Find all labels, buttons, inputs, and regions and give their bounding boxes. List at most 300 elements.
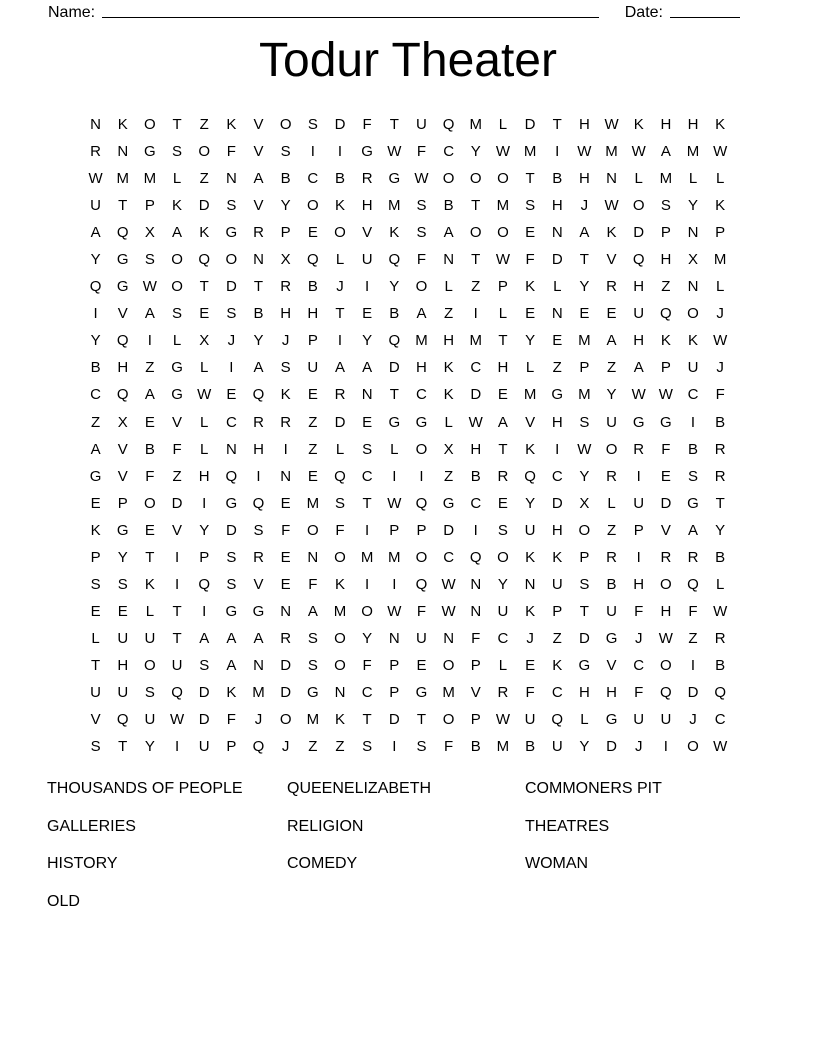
grid-cell: R: [606, 548, 617, 566]
grid-cell: G: [551, 386, 564, 404]
grid-cell: K: [715, 197, 726, 215]
grid-cell: R: [714, 629, 726, 647]
grid-cell: L: [553, 278, 562, 296]
grid-cell: M: [686, 143, 700, 161]
grid-cell: T: [145, 548, 155, 566]
grid-cell: W: [387, 143, 402, 161]
grid-cell: E: [90, 602, 101, 620]
grid-cell: W: [414, 170, 429, 188]
grid-cell: P: [199, 548, 210, 566]
grid-cell: S: [362, 738, 373, 756]
grid-cell: G: [89, 467, 102, 485]
grid-cell: S: [307, 656, 318, 674]
grid-cell: Q: [415, 575, 428, 593]
grid-cell: N: [361, 386, 373, 404]
grid-cell: W: [604, 116, 619, 134]
grid-cell: N: [551, 224, 563, 242]
grid-cell: G: [171, 386, 183, 404]
grid-cell: D: [388, 359, 400, 377]
grid-cell: O: [306, 521, 319, 539]
puzzle-title: Todur Theater: [259, 34, 557, 87]
grid-cell: I: [202, 602, 207, 620]
grid-cell: K: [90, 521, 101, 539]
grid-cell: B: [280, 170, 291, 188]
grid-cell: B: [606, 575, 617, 593]
grid-cell: Q: [415, 494, 428, 512]
grid-cell: Y: [389, 278, 400, 296]
grid-cell: O: [687, 305, 699, 323]
name-label: Name:: [48, 4, 96, 21]
grid-cell: K: [226, 116, 237, 134]
grid-cell: H: [117, 359, 129, 377]
grid-cell: L: [716, 575, 725, 593]
grid-cell: E: [199, 305, 210, 323]
grid-cell: G: [415, 684, 428, 701]
grid-cell: Q: [116, 332, 129, 350]
grid-cell: Y: [525, 332, 536, 350]
grid-cell: D: [334, 116, 346, 134]
grid-cell: Q: [524, 467, 536, 485]
grid-cell: M: [252, 684, 265, 701]
grid-cell: S: [497, 521, 508, 539]
grid-cell: G: [442, 494, 455, 512]
grid-cell: G: [388, 413, 401, 431]
grid-cell: I: [147, 332, 152, 350]
grid-cell: N: [470, 575, 482, 593]
grid-cell: R: [253, 548, 264, 566]
word-list-column: [525, 779, 745, 929]
grid-cell: U: [660, 711, 672, 729]
grid-cell: V: [525, 413, 536, 431]
grid-cell: O: [171, 251, 183, 269]
grid-cell: M: [388, 197, 401, 215]
grid-cell: N: [307, 548, 319, 566]
grid-cell: S: [416, 738, 427, 756]
grid-cell: G: [116, 278, 129, 296]
grid-cell: T: [253, 278, 264, 296]
word-item: THEATRES: [525, 817, 610, 835]
grid-row: [82, 354, 734, 381]
grid-cell: P: [552, 602, 563, 620]
grid-cell: K: [389, 224, 400, 242]
grid-cell: S: [334, 494, 345, 512]
grid-cell: N: [524, 575, 536, 593]
grid-cell: K: [334, 575, 345, 593]
grid-cell: M: [360, 548, 374, 566]
grid-cell: I: [337, 332, 343, 350]
grid-cell: K: [334, 197, 345, 215]
grid-cell: T: [172, 629, 182, 647]
grid-cell: W: [713, 332, 728, 350]
grid-cell: J: [716, 359, 724, 377]
grid-cell: A: [199, 629, 210, 647]
grid-cell: K: [199, 224, 210, 242]
grid-cell: O: [469, 224, 482, 242]
grid-cell: K: [552, 656, 563, 674]
grid-cell: Q: [442, 116, 455, 134]
grid-cell: N: [90, 116, 101, 134]
grid-cell: U: [606, 602, 617, 620]
grid-cell: E: [525, 656, 536, 674]
grid-cell: P: [470, 711, 481, 729]
grid-cell: D: [633, 224, 645, 242]
grid-cell: F: [226, 711, 236, 729]
grid-cell: A: [90, 224, 101, 242]
grid-cell: F: [226, 143, 236, 161]
grid-cell: C: [633, 656, 645, 674]
grid-cell: A: [660, 143, 671, 161]
grid-cell: T: [90, 656, 101, 674]
grid-cell: I: [365, 521, 370, 539]
grid-cell: G: [687, 494, 699, 512]
grid-cell: F: [281, 521, 291, 539]
grid-cell: C: [551, 467, 563, 485]
grid-cell: A: [606, 332, 617, 350]
grid-row: [82, 436, 734, 463]
grid-cell: I: [283, 440, 288, 458]
grid-cell: K: [525, 440, 536, 458]
grid-cell: G: [225, 602, 238, 620]
grid-cell: W: [441, 602, 456, 620]
grid-row: [82, 544, 734, 571]
grid-cell: S: [90, 575, 101, 593]
grid-cell: D: [280, 684, 292, 701]
grid-cell: P: [633, 521, 644, 539]
grid-cell: O: [334, 629, 346, 647]
grid-cell: C: [416, 386, 427, 404]
grid-cell: R: [606, 278, 617, 296]
grid-cell: T: [362, 711, 372, 729]
grid-cell: Y: [715, 521, 726, 539]
grid-cell: G: [660, 413, 672, 431]
grid-cell: Z: [471, 278, 481, 296]
header: [48, 3, 740, 22]
grid-cell: R: [334, 386, 346, 404]
grid-cell: N: [117, 143, 129, 161]
grid-cell: D: [280, 656, 292, 674]
grid-cell: O: [497, 224, 509, 242]
grid-cell: Y: [117, 548, 128, 566]
grid-cell: W: [169, 711, 185, 729]
grid-cell: Q: [198, 251, 211, 269]
grid-cell: C: [687, 386, 699, 404]
grid-cell: L: [200, 359, 209, 377]
grid-cell: H: [280, 305, 292, 323]
grid-cell: V: [117, 305, 128, 323]
grid-cell: M: [496, 738, 510, 756]
grid-cell: C: [443, 143, 455, 161]
grid-cell: O: [442, 656, 455, 674]
grid-cell: H: [117, 656, 129, 674]
grid-cell: P: [660, 224, 671, 242]
grid-cell: F: [416, 251, 427, 269]
grid-cell: N: [687, 278, 699, 296]
grid-cell: S: [226, 575, 237, 593]
grid-cell: R: [633, 440, 645, 458]
grid-cell: P: [144, 197, 155, 215]
grid-cell: G: [116, 521, 129, 539]
grid-cell: H: [633, 332, 645, 350]
grid-cell: V: [90, 711, 101, 729]
grid-cell: U: [606, 413, 617, 431]
grid-cell: B: [144, 440, 155, 458]
grid-cell: C: [714, 711, 726, 729]
grid-cell: S: [362, 440, 373, 458]
grid-cell: O: [687, 738, 699, 756]
grid-cell: E: [497, 494, 508, 512]
grid-cell: Z: [444, 467, 454, 485]
grid-cell: B: [389, 305, 400, 323]
grid-cell: Y: [579, 738, 590, 756]
grid-row: [82, 598, 734, 625]
grid-cell: Z: [199, 170, 209, 188]
grid-cell: P: [389, 656, 400, 674]
grid-cell: Q: [388, 251, 401, 269]
grid-cell: O: [279, 116, 292, 134]
grid-cell: G: [225, 494, 238, 512]
word-search-grid: [82, 111, 734, 760]
grid-cell: K: [443, 386, 454, 404]
grid-cell: Z: [308, 413, 318, 431]
grid-cell: S: [172, 305, 183, 323]
grid-cell: R: [280, 629, 292, 647]
grid-cell: C: [307, 170, 319, 188]
grid-cell: Q: [469, 548, 482, 566]
grid-cell: B: [715, 656, 726, 674]
grid-cell: N: [687, 224, 699, 242]
grid-cell: Q: [116, 711, 129, 729]
grid-cell: L: [498, 305, 508, 323]
grid-cell: G: [361, 143, 373, 161]
grid-cell: I: [365, 575, 370, 593]
grid-cell: H: [307, 305, 319, 323]
grid-row: [82, 490, 734, 517]
grid-cell: Y: [688, 197, 699, 215]
grid-cell: L: [390, 440, 399, 458]
grid-cell: U: [524, 521, 536, 539]
grid-cell: H: [416, 359, 427, 377]
grid-cell: I: [473, 305, 478, 323]
grid-cell: V: [253, 575, 264, 593]
grid-cell: E: [416, 656, 427, 674]
grid-cell: Y: [253, 332, 264, 350]
grid-cell: H: [633, 575, 645, 593]
word-item: HISTORY: [47, 855, 118, 872]
grid-cell: N: [225, 170, 237, 188]
grid-cell: E: [606, 305, 617, 323]
grid-cell: B: [334, 170, 345, 188]
grid-cell: T: [471, 197, 481, 215]
grid-cell: N: [280, 467, 292, 485]
grid-cell: E: [579, 305, 590, 323]
grid-cell: Q: [334, 467, 346, 485]
grid-cell: O: [198, 143, 211, 161]
grid-cell: V: [172, 521, 183, 539]
grid-cell: M: [306, 711, 320, 729]
grid-cell: J: [227, 332, 236, 350]
grid-cell: S: [660, 197, 671, 215]
grid-cell: Q: [252, 386, 265, 404]
grid-cell: Q: [660, 684, 672, 701]
grid-cell: M: [469, 332, 483, 350]
grid-cell: E: [362, 305, 373, 323]
grid-cell: R: [714, 440, 726, 458]
grid-cell: G: [116, 251, 129, 269]
grid-cell: W: [631, 386, 646, 404]
grid-cell: E: [525, 224, 536, 242]
grid-cell: P: [579, 359, 590, 377]
grid-cell: L: [145, 602, 155, 620]
grid-cell: D: [551, 494, 563, 512]
grid-cell: O: [306, 197, 319, 215]
grid-cell: V: [660, 521, 671, 539]
grid-cell: Q: [660, 305, 672, 323]
grid-cell: N: [225, 440, 237, 458]
grid-cell: L: [172, 332, 182, 350]
grid-cell: O: [605, 440, 618, 458]
grid-cell: W: [604, 197, 619, 215]
grid-row: [82, 706, 734, 733]
grid-cell: Z: [552, 629, 562, 647]
grid-cell: N: [443, 629, 455, 647]
grid-row: [82, 679, 734, 706]
grid-cell: R: [497, 684, 509, 701]
grid-cell: D: [334, 413, 346, 431]
grid-cell: F: [634, 684, 644, 701]
grid-cell: P: [416, 521, 427, 539]
word-item: QUEENELIZABETH: [287, 780, 432, 797]
grid-cell: W: [468, 413, 483, 431]
grid-cell: I: [555, 143, 560, 161]
grid-cell: B: [552, 170, 563, 188]
word-item: GALLERIES: [47, 817, 136, 835]
grid-cell: I: [473, 521, 478, 539]
grid-cell: Q: [225, 467, 238, 485]
grid-cell: L: [91, 629, 100, 647]
grid-cell: I: [229, 359, 234, 377]
word-list-column: [47, 779, 287, 929]
grid-cell: T: [525, 170, 535, 188]
grid-cell: R: [253, 224, 264, 242]
grid-cell: V: [470, 684, 481, 701]
grid-cell: Z: [335, 738, 345, 756]
grid-cell: H: [443, 332, 455, 350]
grid-cell: D: [606, 738, 617, 756]
grid-cell: Z: [308, 440, 318, 458]
grid-cell: Y: [579, 467, 590, 485]
grid-cell: W: [441, 575, 456, 593]
grid-cell: H: [497, 359, 509, 377]
grid-cell: Q: [252, 738, 265, 756]
grid-cell: Y: [280, 197, 291, 215]
grid-cell: F: [444, 738, 454, 756]
grid-cell: F: [715, 386, 725, 404]
word-item: RELIGION: [287, 817, 364, 835]
grid-cell: D: [443, 521, 455, 539]
grid-cell: R: [606, 467, 617, 485]
grid-cell: D: [660, 494, 672, 512]
grid-cell: O: [442, 170, 455, 188]
grid-cell: U: [687, 359, 699, 377]
grid-cell: Z: [444, 305, 454, 323]
grid-cell: W: [495, 143, 510, 161]
grid-cell: Q: [388, 332, 401, 350]
grid-cell: L: [688, 170, 698, 188]
grid-cell: M: [713, 251, 727, 269]
grid-cell: Z: [90, 413, 101, 431]
grid-cell: L: [498, 116, 508, 134]
grid-cell: T: [389, 116, 399, 134]
grid-cell: I: [555, 440, 560, 458]
grid-cell: M: [388, 548, 401, 566]
grid-cell: S: [90, 738, 101, 756]
grid-cell: E: [307, 467, 318, 485]
grid-cell: E: [660, 467, 671, 485]
grid-cell: U: [198, 738, 210, 756]
grid-cell: A: [144, 305, 155, 323]
grid-cell: G: [144, 143, 156, 161]
grid-cell: T: [172, 602, 182, 620]
grid-cell: U: [90, 197, 101, 215]
grid-cell: P: [715, 224, 726, 242]
grid-cell: P: [497, 278, 508, 296]
grid-cell: F: [661, 440, 671, 458]
grid-cell: Y: [90, 332, 101, 350]
grid-cell: S: [144, 251, 155, 269]
grid-cell: P: [470, 656, 481, 674]
date-blank-line: [670, 3, 740, 18]
grid-cell: Z: [606, 359, 617, 377]
grid-cell: I: [174, 548, 180, 566]
grid-cell: S: [226, 548, 237, 566]
grid-cell: G: [171, 359, 183, 377]
grid-cell: S: [525, 197, 536, 215]
grid-cell: L: [172, 170, 182, 188]
grid-cell: U: [633, 305, 645, 323]
grid-cell: W: [631, 143, 646, 161]
grid-cell: S: [172, 143, 183, 161]
grid-cell: D: [225, 278, 237, 296]
grid-cell: V: [253, 143, 264, 161]
grid-cell: K: [226, 684, 237, 701]
grid-cell: I: [690, 413, 696, 431]
grid-cell: V: [117, 440, 128, 458]
grid-cell: X: [688, 251, 699, 269]
grid-cell: K: [172, 197, 183, 215]
grid-cell: O: [660, 656, 672, 674]
grid-cell: M: [496, 197, 510, 215]
grid-cell: I: [174, 738, 180, 756]
grid-cell: Q: [89, 278, 102, 296]
grid-cell: G: [225, 224, 238, 242]
grid-cell: Y: [144, 738, 155, 756]
grid-cell: I: [365, 278, 370, 296]
grid-cell: H: [578, 170, 590, 188]
grid-cell: B: [470, 738, 481, 756]
grid-cell: J: [634, 629, 643, 647]
grid-cell: K: [443, 359, 454, 377]
grid-cell: H: [198, 467, 210, 485]
grid-cell: D: [551, 251, 563, 269]
grid-cell: C: [470, 359, 482, 377]
grid-cell: X: [144, 224, 155, 242]
grid-cell: E: [117, 602, 128, 620]
grid-cell: D: [171, 494, 183, 512]
grid-cell: S: [307, 116, 318, 134]
grid-cell: E: [144, 413, 155, 431]
grid-cell: H: [361, 197, 373, 215]
grid-cell: T: [498, 332, 508, 350]
